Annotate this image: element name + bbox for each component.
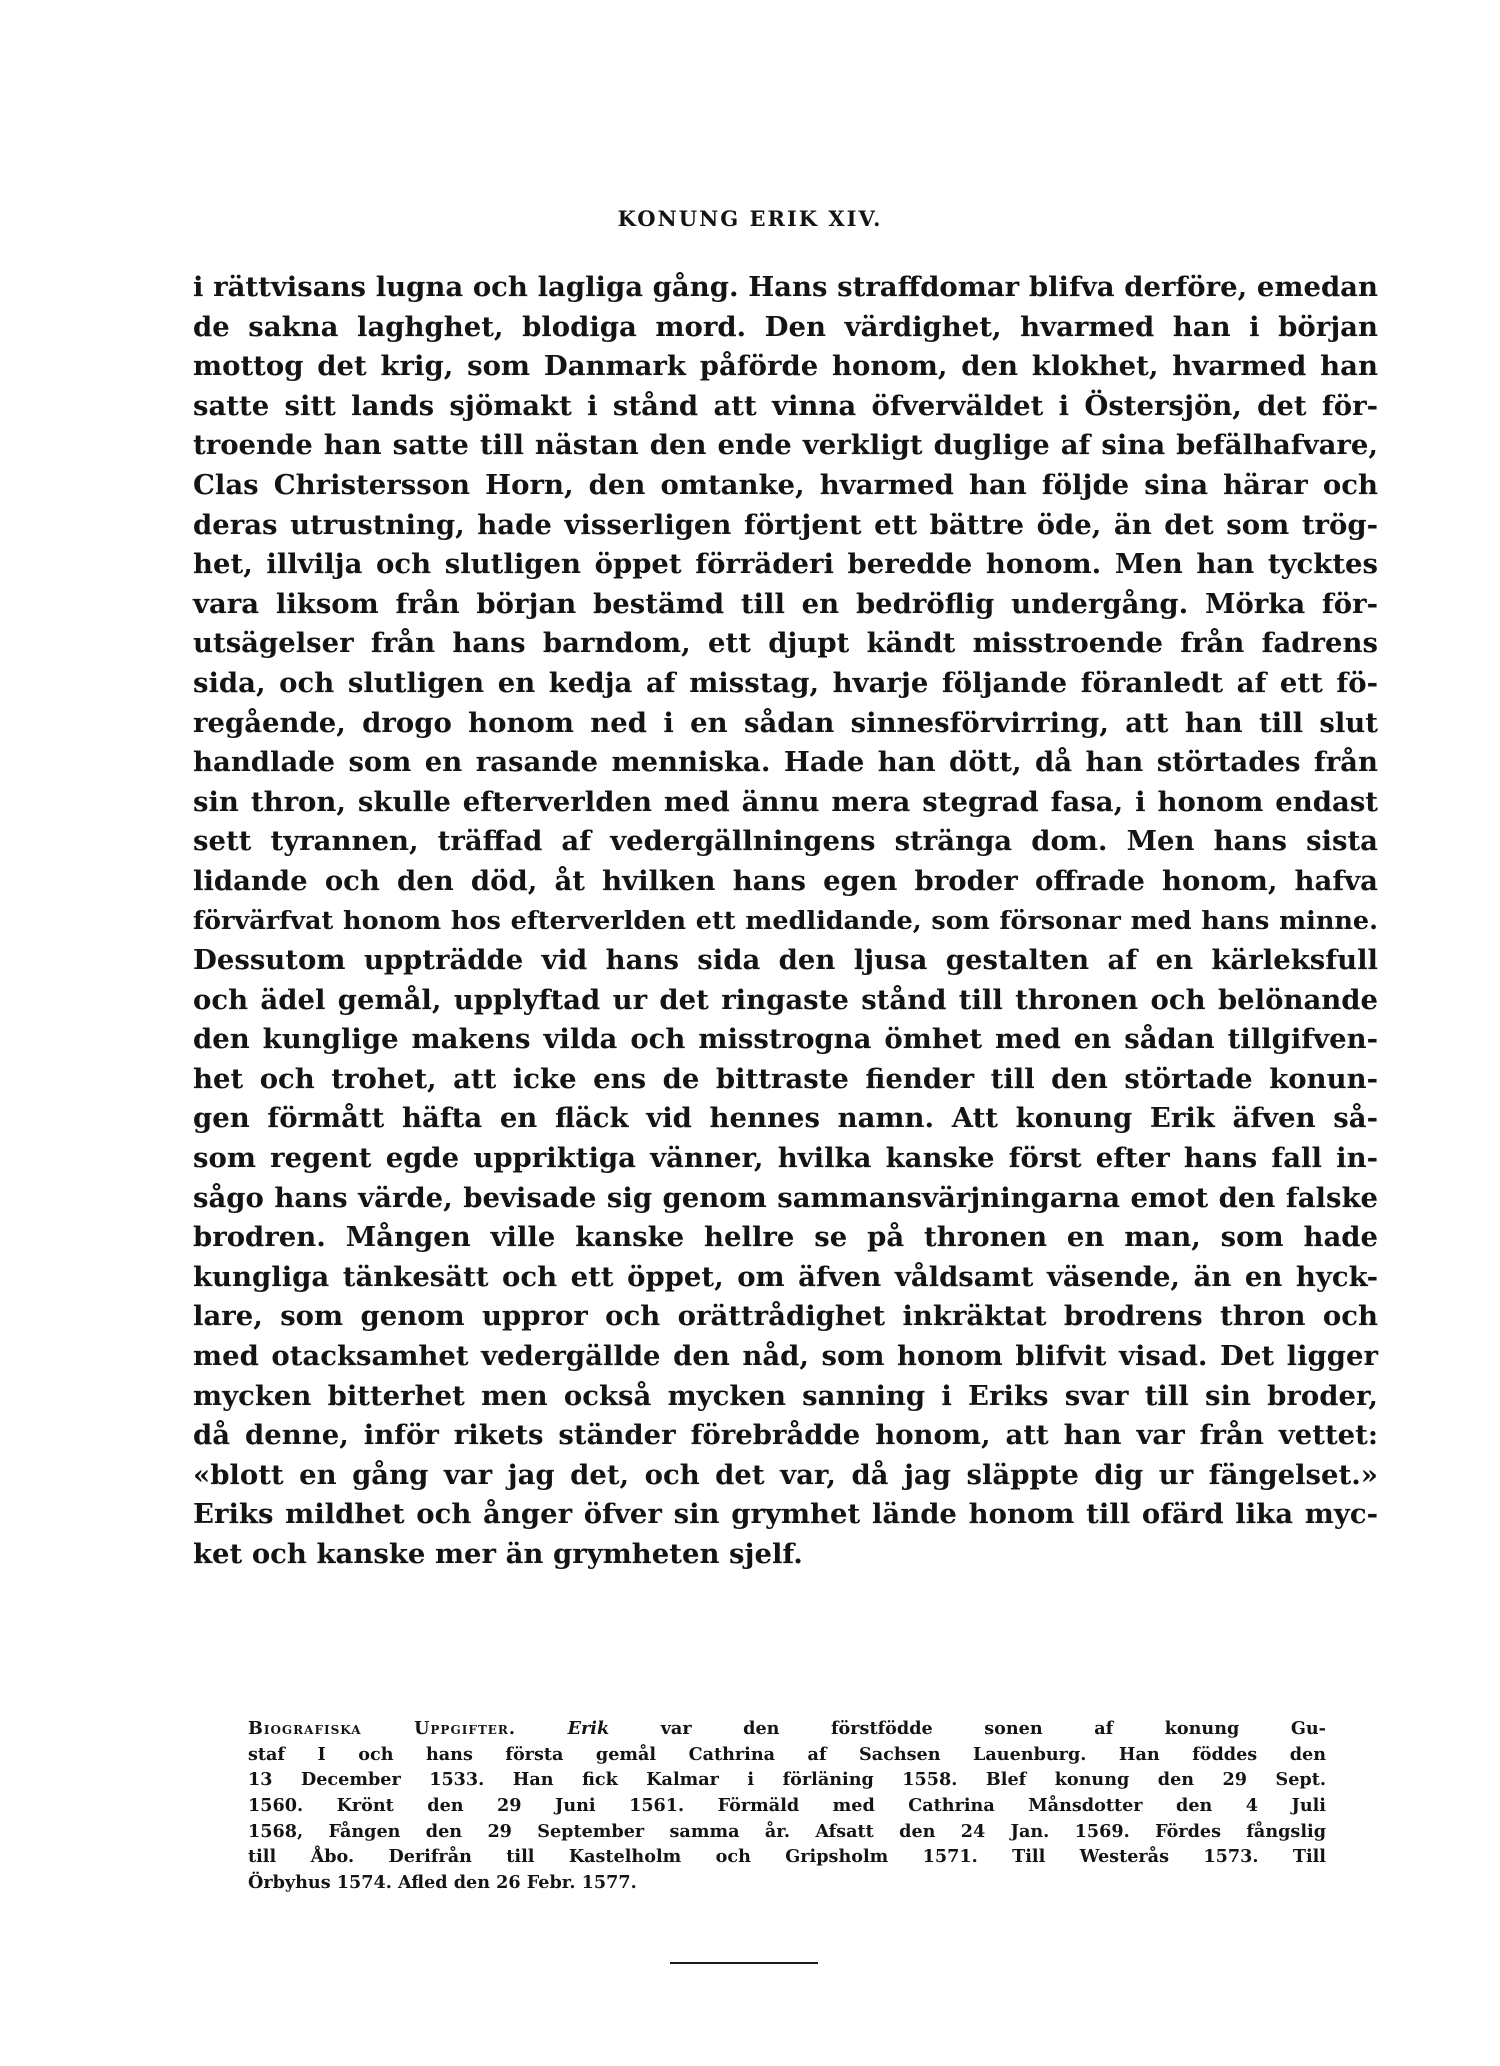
body-line: satte sitt lands sjömakt i stånd att vinna öfverväldet i Östersjön, det för-: [193, 389, 1378, 422]
body-line: gen förmått häfta en fläck vid hennes namn. Att konung Erik äfven så-: [193, 1102, 1378, 1135]
notes-line: Örbyhus 1574. Afled den 26 Febr. 1577.: [248, 1872, 637, 1894]
body-line: då denne, inför rikets ständer förebrådde honom, att han var från vettet:: [193, 1419, 1378, 1452]
body-line: sida, och slutligen en kedja af misstag, hvarje följande föranledt af ett fö-: [193, 666, 1378, 699]
body-line: Dessutom uppträdde vid hans sida den ljusa gestalten af en kärleksfull: [193, 944, 1378, 977]
biographical-notes: [248, 1716, 1326, 1896]
body-line: förvärfvat honom hos efterverlden ett medlidande, som försonar med hans minne.: [193, 905, 1378, 936]
body-line: sin thron, skulle efterverlden med ännu mera stegrad fasa, i honom endast: [193, 785, 1378, 818]
body-line: sett tyrannen, träffad af vedergällningens stränga dom. Men hans sista: [193, 825, 1378, 858]
body-line: utsägelser från hans barndom, ett djupt kändt misstroende från fadrens: [193, 627, 1378, 660]
notes-line: 1568, Fången den 29 September samma år. Afsatt den 24 Jan. 1569. Fördes fångslig: [248, 1820, 1326, 1842]
body-line: Eriks mildhet och ånger öfver sin grymhet lände honom till ofärd lika myc-: [193, 1498, 1378, 1531]
body-line: som regent egde uppriktiga vänner, hvilka kanske först efter hans fall in-: [193, 1142, 1378, 1175]
notes-line: 13 December 1533. Han fick Kalmar i förläning 1558. Blef konung den 29 Sept.: [248, 1769, 1326, 1791]
notes-line: var den förstfödde sonen af konung Gu-: [660, 1718, 1326, 1739]
body-line: deras utrustning, hade visserligen förtjent ett bättre öde, än det som trög-: [193, 508, 1378, 541]
body-line: brodren. Mången ville kanske hellre se på thronen en man, som hade: [193, 1221, 1378, 1254]
body-line: Clas Christersson Horn, den omtanke, hvarmed han följde sina härar och: [193, 468, 1378, 501]
body-line: lidande och den död, åt hvilken hans egen broder offrade honom, hafva: [193, 864, 1378, 897]
notes-heading: Biografiska Uppgifter.: [248, 1718, 517, 1739]
notes-subject-name: Erik: [567, 1718, 610, 1739]
body-line: «blott en gång var jag det, och det var, då jag släppte dig ur fängelset.»: [193, 1458, 1378, 1491]
body-line: regående, drogo honom ned i en sådan sinnesförvirring, att han till slut: [193, 706, 1378, 739]
body-line: de sakna laghghet, blodiga mord. Den värdighet, hvarmed han i början: [193, 310, 1378, 343]
notes-line: staf I och hans första gemål Cathrina af Sachsen Lauenburg. Han föddes den: [248, 1743, 1326, 1765]
body-line: handlade som en rasande menniska. Hade han dött, då han störtades från: [193, 746, 1378, 779]
body-line: ket och kanske mer än grymheten sjelf.: [193, 1538, 803, 1570]
notes-line: till Åbo. Derifrån till Kastelholm och Gripsholm 1571. Till Westerås 1573. Till: [248, 1846, 1326, 1868]
body-line: den kunglige makens vilda och misstrogna ömhet med en sådan tillgifven-: [193, 1023, 1378, 1056]
body-line: het och trohet, att icke ens de bittraste fiender till den störtade konun-: [193, 1062, 1378, 1095]
body-line: vara liksom från början bestämd till en bedröflig undergång. Mörka för-: [193, 587, 1378, 620]
notes-line: 1560. Krönt den 29 Juni 1561. Förmäld med Cathrina Månsdotter den 4 Juli: [248, 1795, 1326, 1817]
body-line: och ädel gemål, upplyftad ur det ringaste stånd till thronen och belönande: [193, 983, 1378, 1016]
body-line: med otacksamhet vedergällde den nåd, som honom blifvit visad. Det ligger: [193, 1340, 1378, 1373]
body-line: troende han satte till nästan den ende verkligt duglige af sina befälhafvare,: [193, 429, 1378, 462]
body-line: sågo hans värde, bevisade sig genom sammansvärjningarna emot den falske: [193, 1181, 1378, 1214]
body-line: het, illvilja och slutligen öppet förräderi beredde honom. Men han tycktes: [193, 548, 1378, 581]
body-line: lare, som genom uppror och orättrådighet inkräktat brodrens thron och: [193, 1300, 1378, 1333]
notes-first-line: [248, 1716, 1326, 1742]
running-head: KONUNG ERIK XIV.: [617, 206, 883, 231]
body-line: mycken bitterhet men också mycken sanning i Eriks svar till sin broder,: [193, 1379, 1378, 1412]
body-line: mottog det krig, som Danmark påförde honom, den klokhet, hvarmed han: [193, 350, 1378, 383]
body-line: kungliga tänkesätt och ett öppet, om äfven våldsamt väsende, än en hyck-: [193, 1260, 1378, 1293]
body-text: [193, 268, 1378, 1575]
closing-rule: [670, 1962, 818, 1964]
body-line: i rättvisans lugna och lagliga gång. Hans straffdomar blifva derföre, emedan: [193, 271, 1378, 303]
